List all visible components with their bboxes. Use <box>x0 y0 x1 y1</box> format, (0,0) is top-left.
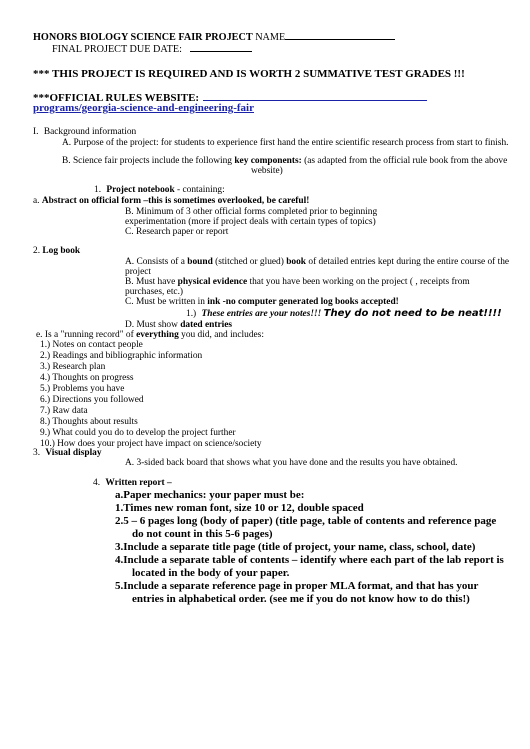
logbook-e-post: you did, and includes: <box>178 330 264 340</box>
list-item: 9.) What could you do to develop the project further <box>40 428 236 438</box>
visual-heading <box>33 448 102 459</box>
logbook-c-pre: C. Must be written in <box>125 297 208 307</box>
section-1-heading <box>33 127 136 138</box>
section-1-marker: I. <box>33 127 39 137</box>
name-label: NAME <box>255 32 286 43</box>
list-item: 1.) Notes on contact people <box>40 340 143 350</box>
list-item: 8.) Thoughts about results <box>40 417 138 427</box>
list-item: 7.) Raw data <box>40 406 88 416</box>
purpose-line: A. Purpose of the project: for students to experience first hand the entire scientific research process from start to finish. <box>62 138 509 148</box>
written-item-cont: located in the body of your paper. <box>132 567 290 579</box>
visual-title: Visual display <box>45 448 102 458</box>
notebook-title-rest: - containing: <box>174 185 225 195</box>
logbook-list <box>40 340 262 450</box>
written-item: 2.5 – 6 pages long (body of paper) (title page, table of contents and reference page <box>115 515 497 527</box>
list-item: 6.) Directions you followed <box>40 395 144 405</box>
due-date-label: FINAL PROJECT DUE DATE: <box>52 44 182 55</box>
logbook-d-pre: D. Must show <box>125 320 181 330</box>
written-item: 4.Include a separate table of contents – identify where each part of the lab report is <box>115 554 504 566</box>
written-item-cont: do not count in this 5-6 pages) <box>132 528 273 540</box>
written-item: 5.Include a separate reference page in proper MLA format, and that has your <box>115 580 479 592</box>
notebook-title: Project notebook <box>106 185 175 195</box>
logbook-a-bold2: book <box>286 257 307 267</box>
notebook-item-b: B. Minimum of 3 other official forms completed prior to beginning <box>125 207 378 217</box>
components-bold: key components: <box>234 156 302 166</box>
notebook-item-b-2: experimentation (more if project deals with certain types of topics) <box>125 217 376 227</box>
list-item: 4.) Thoughts on progress <box>40 373 134 383</box>
list-item: 3.) Research plan <box>40 362 106 372</box>
logbook-b-bold: physical evidence <box>177 277 248 287</box>
components-pre: B. Science fair projects include the following <box>62 156 235 166</box>
name-field[interactable] <box>285 30 395 40</box>
logbook-e-pre: e. Is a "running record" of <box>36 330 137 340</box>
logbook-heading <box>33 246 80 257</box>
logbook-c-bold: ink -no computer generated log books accepted! <box>207 297 399 307</box>
logbook-b-post: that you have been working on the project ( , receipts from <box>247 277 470 287</box>
required-notice: *** THIS PROJECT IS REQUIRED AND IS WORTH 2 SUMMATIVE TEST GRADES !!! <box>33 68 465 80</box>
visual-item-a: A. 3-sided back board that shows what you have done and the results you have obtained. <box>125 458 458 468</box>
section-1-title: Background information <box>43 127 137 137</box>
logbook-num: 2. <box>33 246 41 256</box>
written-mechanics: a.Paper mechanics: your paper must be: <box>115 489 305 501</box>
written-item: 1.Times new roman font, size 10 or 12, double spaced <box>115 502 364 514</box>
title-text: HONORS BIOLOGY SCIENCE FAIR PROJECT <box>33 32 253 43</box>
components-post: (as adapted from the official rule book from the above <box>301 156 508 166</box>
logbook-a-bold1: bound <box>187 257 213 267</box>
list-item: 10.) How does your project have impact on science/society <box>40 439 262 449</box>
logbook-note <box>186 308 502 320</box>
components-line-2: website) <box>251 166 283 176</box>
notebook-num: 1. <box>94 185 102 195</box>
logbook-b-pre: B. Must have <box>125 277 178 287</box>
logbook-a-post: of detailed entries kept during the entire course of the <box>306 257 510 267</box>
list-item: 5.) Problems you have <box>40 384 125 394</box>
list-item: 2.) Readings and bibliographic information <box>40 351 203 361</box>
written-heading <box>93 478 172 489</box>
written-item-cont: entries in alphabetical order. (see me if you do not know how to do this!) <box>132 593 470 605</box>
rules-link[interactable]: programs/georgia-science-and-engineering-fair <box>33 102 254 114</box>
due-date-field[interactable] <box>190 42 252 52</box>
logbook-item-a <box>125 257 509 268</box>
logbook-a-pre: A. Consists of a <box>125 257 188 267</box>
notebook-item-a <box>33 196 309 207</box>
notebook-a-pre: a. <box>33 196 42 206</box>
notebook-item-c: C. Research paper or report <box>125 227 229 237</box>
visual-num: 3. <box>33 448 41 458</box>
logbook-title: Log book <box>42 246 81 256</box>
logbook-e-bold: everything <box>136 330 179 340</box>
notebook-heading <box>94 185 225 196</box>
notebook-a-bold: Abstract on official form –this is sometimes overlooked, be careful! <box>41 196 310 206</box>
rules-url-underline <box>203 90 427 101</box>
logbook-item-a-2: project <box>125 267 152 277</box>
written-num: 4. <box>93 478 101 488</box>
rules-label: ***OFFICIAL RULES WEBSITE: <box>33 92 200 104</box>
logbook-item-c <box>125 297 399 308</box>
logbook-a-mid: (stitched or glued) <box>212 257 287 267</box>
logbook-item-b-2: purchases, etc.) <box>125 287 184 297</box>
due-date-line <box>52 42 252 56</box>
logbook-note-italic: These entries are your notes!!! <box>201 309 322 319</box>
logbook-d-bold: dated entries <box>180 320 233 330</box>
logbook-note-handwritten: They do not need to be neat!!!! <box>323 308 502 319</box>
logbook-note-num: 1.) <box>186 309 197 319</box>
written-item: 3.Include a separate title page (title of project, your name, class, school, date) <box>115 541 476 553</box>
written-title: Written report – <box>105 478 172 488</box>
components-line <box>62 156 507 167</box>
